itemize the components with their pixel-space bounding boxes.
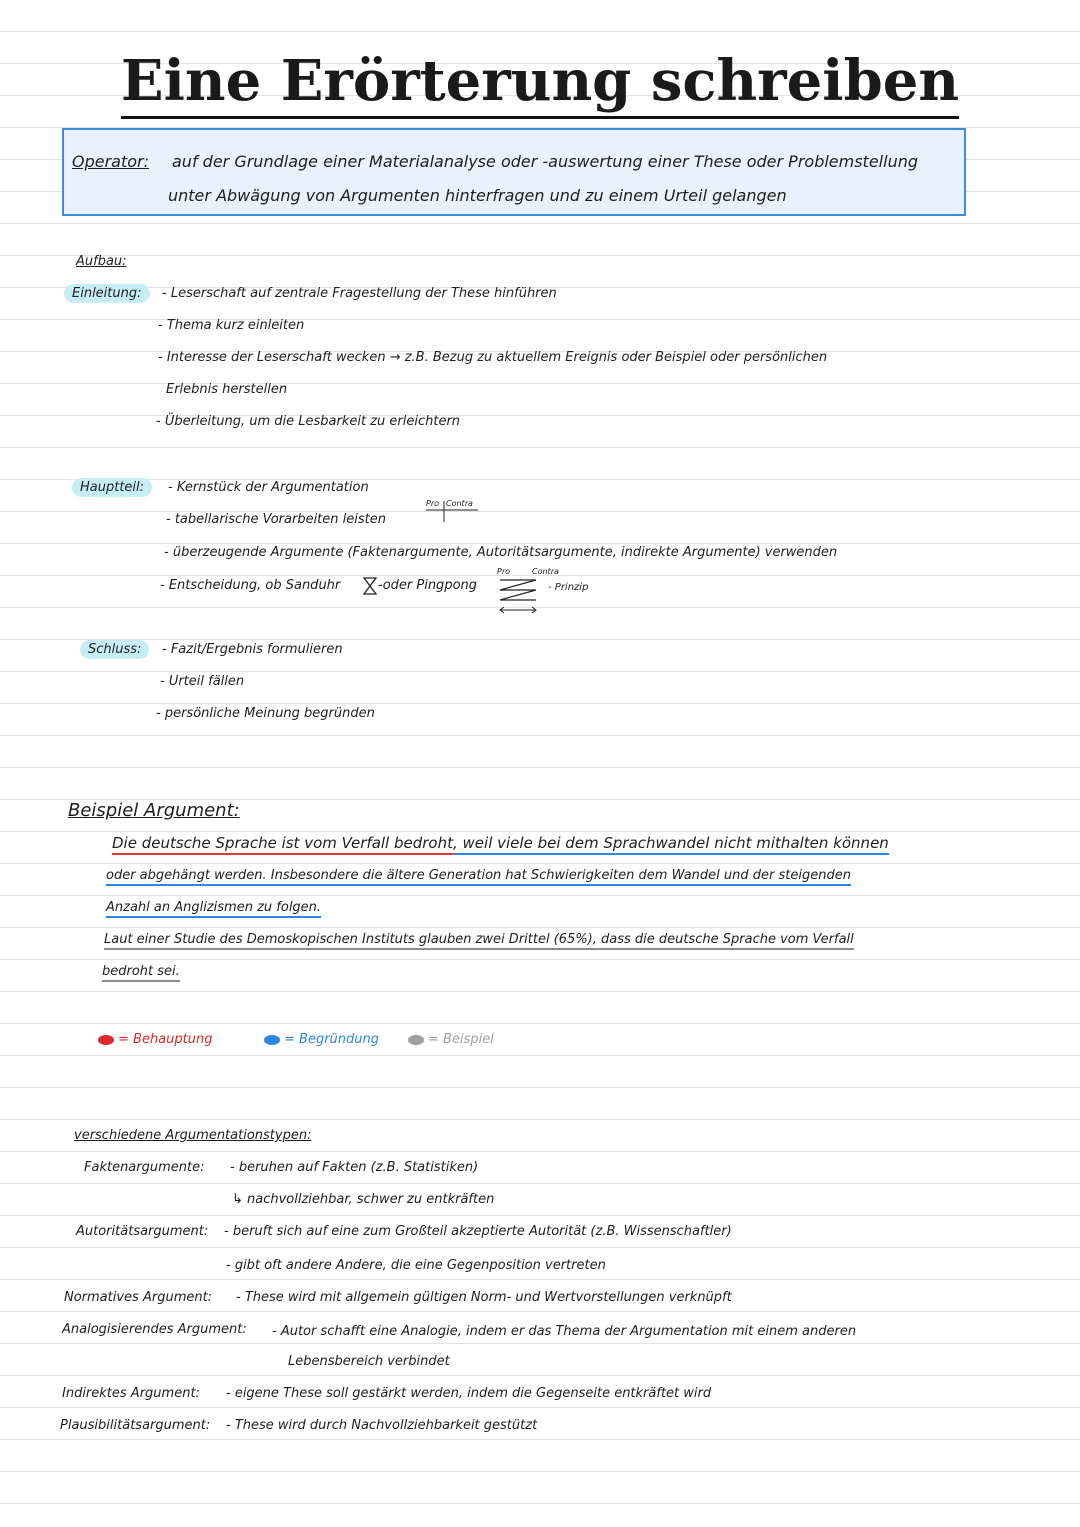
indirekt-text-1: - eigene These soll gestärkt werden, indem die Gegenseite entkräftet wird xyxy=(226,1386,712,1401)
hauptteil-item: - überzeugende Argumente (Faktenargumente, Autoritätsargumente, indirekte Argumente) verwenden xyxy=(164,545,838,560)
einleitung-item: - Überleitung, um die Lesbarkeit zu erleichtern xyxy=(156,414,461,429)
page-title xyxy=(0,48,1080,114)
beispiel-line-3 xyxy=(106,900,321,915)
analog-label: Analogisierendes Argument: xyxy=(62,1322,247,1337)
beispiel-line-5 xyxy=(102,964,180,979)
blue-dot-icon xyxy=(264,1035,280,1045)
autoritaet-label: Autoritätsargument: xyxy=(76,1224,209,1239)
hauptteil-item-pingpong: -oder Pingpong xyxy=(378,578,478,593)
page-title-text: Eine Erörterung schreiben xyxy=(121,48,959,119)
einleitung-item: - Interesse der Leserschaft wecken → z.B. Bezug zu aktuellem Ereignis oder Beispiel oder persönlichen xyxy=(158,350,828,365)
hauptteil-item-prinzip: - Prinzip xyxy=(548,582,589,593)
red-dot-icon xyxy=(98,1035,114,1045)
typen-heading: verschiedene Argumentationstypen: xyxy=(74,1128,312,1143)
beispiel-heading: Beispiel Argument: xyxy=(68,800,240,821)
einleitung-label: Einleitung: xyxy=(64,284,150,303)
aufbau-heading: Aufbau: xyxy=(76,254,127,269)
legend-claim-label: = Behauptung xyxy=(118,1032,213,1047)
schluss-item: - persönliche Meinung begründen xyxy=(156,706,375,721)
einleitung-item: Erlebnis herstellen xyxy=(166,382,288,397)
indirekt-label: Indirektes Argument: xyxy=(62,1386,200,1401)
legend-reason-label: = Begründung xyxy=(284,1032,379,1047)
hauptteil-item: - tabellarische Vorarbeiten leisten xyxy=(166,512,386,527)
schluss-item: - Urteil fällen xyxy=(160,674,245,689)
claim-text: Die deutsche Sprache ist vom Verfall bedroht xyxy=(112,834,453,855)
normativ-text-1: - These wird mit allgemein gültigen Norm- und Wertvorstellungen verknüpft xyxy=(236,1290,732,1305)
legend-claim xyxy=(98,1032,212,1047)
hauptteil-item: - Kernstück der Argumentation xyxy=(168,480,369,495)
plausi-label: Plausibilitätsargument: xyxy=(60,1418,211,1433)
hourglass-icon xyxy=(362,576,378,596)
schluss-item: - Fazit/Ergebnis formulieren xyxy=(162,642,343,657)
reason-text-2: oder abgehängt werden. Insbesondere die ältere Generation hat Schwierigkeiten dem Wandel und der steigenden xyxy=(106,868,851,886)
operator-line-1: auf der Grundlage einer Materialanalyse oder -auswertung einer These oder Problemstellung xyxy=(172,152,918,171)
operator-line-2: unter Abwägung von Argumenten hinterfragen und zu einem Urteil gelangen xyxy=(168,186,787,205)
hourglass-svg xyxy=(362,576,378,596)
pingpong-contra-label: Contra xyxy=(532,567,559,576)
beispiel-line-4 xyxy=(104,932,854,947)
analog-text-2: Lebensbereich verbindet xyxy=(288,1354,450,1369)
schluss-label: Schluss: xyxy=(80,640,149,659)
reason-text-3: Anzahl an Anglizismen zu folgen. xyxy=(106,900,321,918)
legend-example xyxy=(408,1032,494,1047)
einleitung-item: - Leserschaft auf zentrale Fragestellung der These hinführen xyxy=(162,286,557,301)
gray-dot-icon xyxy=(408,1035,424,1045)
pingpong-pro-label: Pro xyxy=(497,567,511,576)
hauptteil-label: Hauptteil: xyxy=(72,478,152,497)
operator-label: Operator: xyxy=(72,152,150,171)
autoritaet-text-2: - gibt oft andere Andere, die eine Gegenposition vertreten xyxy=(226,1258,606,1273)
plausi-text-1: - These wird durch Nachvollziehbarkeit gestützt xyxy=(226,1418,538,1433)
reason-text-1: , weil viele bei dem Sprachwandel nicht mithalten können xyxy=(453,834,889,855)
pingpong-zigzag-icon xyxy=(496,576,546,616)
pro-label: Pro xyxy=(426,499,440,508)
fakten-label: Faktenargumente: xyxy=(84,1160,205,1175)
normativ-label: Normatives Argument: xyxy=(64,1290,213,1305)
beispiel-line-1 xyxy=(112,834,889,852)
pingpong-zigzag-svg xyxy=(496,576,546,616)
hauptteil-item: - Entscheidung, ob Sanduhr xyxy=(160,578,341,593)
legend-reason xyxy=(264,1032,379,1047)
autoritaet-text-1: - beruft sich auf eine zum Großteil akzeptierte Autorität (z.B. Wissenschaftler) xyxy=(224,1224,732,1239)
analog-text-1: - Autor schafft eine Analogie, indem er das Thema der Argumentation mit einem anderen xyxy=(272,1324,857,1339)
fakten-text-1: - beruhen auf Fakten (z.B. Statistiken) xyxy=(230,1160,479,1175)
example-text-2: bedroht sei. xyxy=(102,964,180,982)
beispiel-line-2 xyxy=(106,868,851,883)
fakten-text-2: ↳ nachvollziehbar, schwer zu entkräften xyxy=(232,1192,495,1207)
example-text-1: Laut einer Studie des Demoskopischen Instituts glauben zwei Drittel (65%), dass die deutsche Sprache vom Verfall xyxy=(104,932,854,950)
einleitung-item: - Thema kurz einleiten xyxy=(158,318,305,333)
contra-label: Contra xyxy=(446,499,473,508)
legend-example-label: = Beispiel xyxy=(428,1032,494,1047)
